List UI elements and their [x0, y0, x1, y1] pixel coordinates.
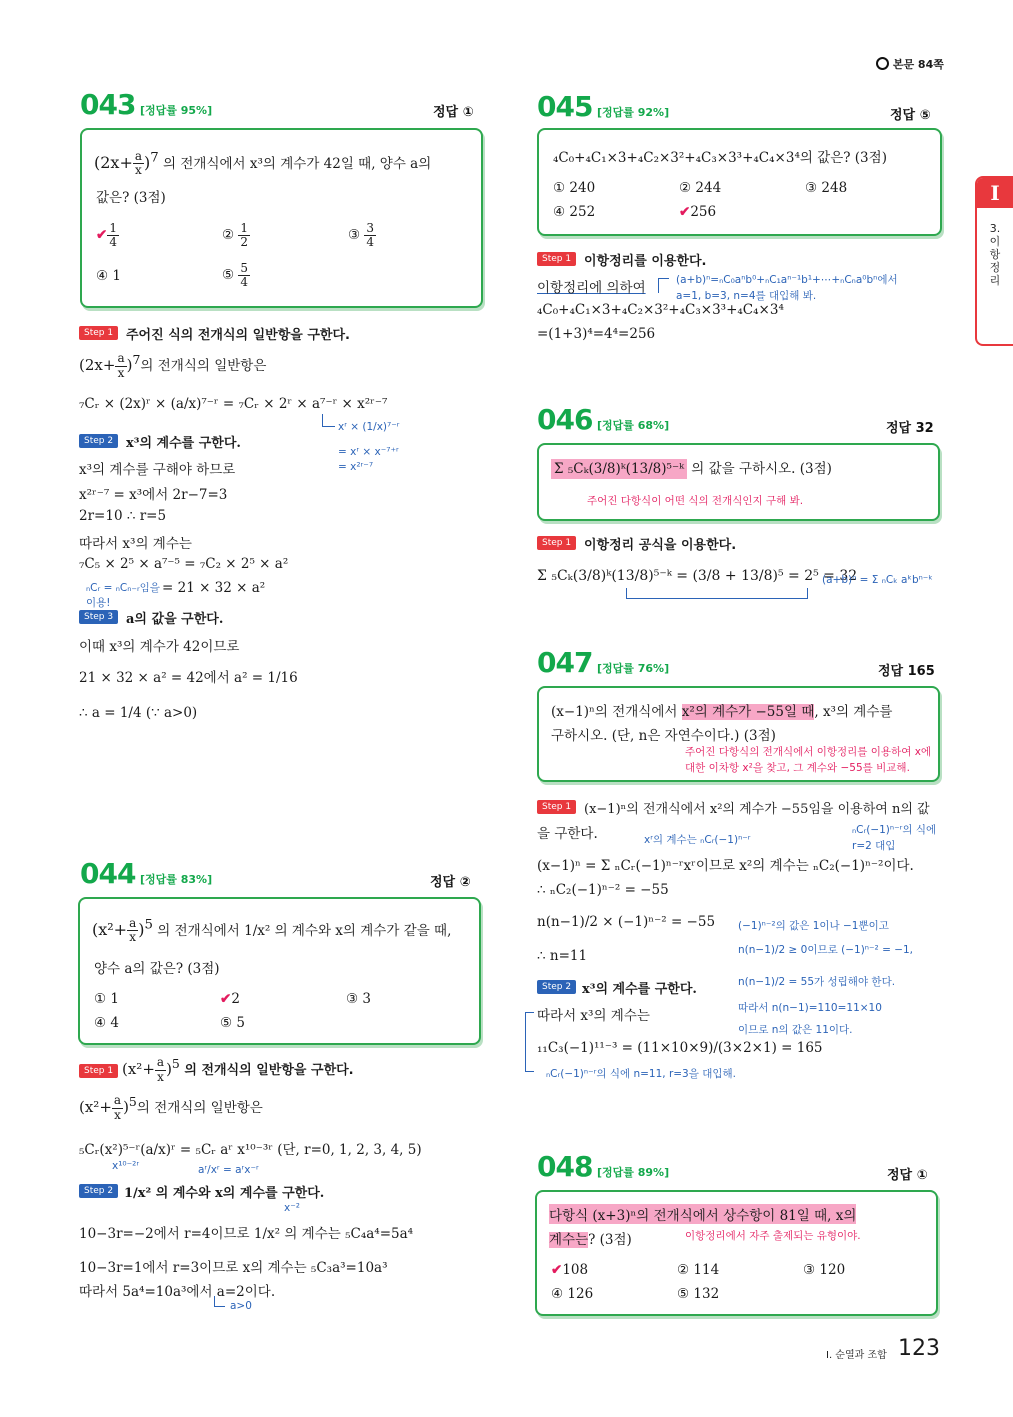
accuracy-rate: [정답률 92%] [597, 106, 670, 119]
solution-line: =(1+3)⁴=4⁴=256 [537, 326, 656, 342]
note-bracket [658, 278, 669, 293]
expression: (2x+ $\frac{a}{x}$ )$^7$ [94, 149, 159, 178]
step-badge: Step 3 [79, 610, 118, 624]
side-note: xʳ의 계수는 ₙCᵣ(−1)ⁿ⁻ʳ [644, 834, 751, 846]
question-note: 주어진 다항식이 어떤 식의 전개식인지 구해 봐. [587, 495, 804, 507]
solution-line: ₁₁C₃(−1)¹¹⁻³ = (11×10×9)/(3×2×1) = 165 [537, 1040, 823, 1056]
solution-line: ₄C₀+₄C₁×3+₄C₂×3²+₄C₃×3³+₄C₄×3⁴ [537, 302, 784, 318]
side-note: xʳ × (1/x)⁷⁻ʳ [338, 421, 400, 433]
solution-line: ∴ ₙC₂(−1)ⁿ⁻² = −55 [537, 882, 669, 898]
answer-label: 정답 165 [878, 664, 935, 679]
solution-line: 따라서 5a⁴=10a³에서 a=2이다. [79, 1284, 276, 1300]
question-box [80, 128, 483, 308]
solution-line: 이항정리에 의하여 [537, 280, 646, 296]
side-note: 이므로 n의 값은 11이다. [738, 1024, 853, 1036]
question-line: (2x+ $\frac{a}{x}$ )$^7$ 의 전개식에서 x³의 계수가 42일 때, 양수 a의 [94, 149, 432, 178]
side-note: n(n−1)/2 ≥ 0이므로 (−1)ⁿ⁻² = −1, [738, 944, 914, 956]
accuracy-rate: [정답률 68%] [597, 419, 670, 432]
side-note: ₙCᵣ(−1)ⁿ⁻ʳ의 식에 n=11, r=3을 대입해. [546, 1068, 736, 1080]
check-icon: ✔ [220, 991, 232, 1007]
side-note: aʳ/xʳ = aʳx⁻ʳ [198, 1164, 259, 1176]
note-bracket [322, 414, 335, 427]
problem-number: 048 [537, 1150, 593, 1183]
side-note: r=2 대입 [852, 840, 896, 852]
solution-line: 따라서 x³의 계수는 [537, 1008, 650, 1024]
option-4[interactable]: ④ 4 [94, 1015, 119, 1031]
page-number: 123 [898, 1336, 940, 1361]
side-note: (−1)ⁿ⁻²의 값은 1이나 −1뿐이고 [738, 920, 889, 932]
problem-number: 045 [537, 90, 593, 123]
solution-line: 10−3r=−2에서 r=4이므로 1/x² 의 계수는 ₅C₄a⁴=5a⁴ [79, 1226, 414, 1242]
step-text: 1/x² 의 계수와 x의 계수를 구한다. [124, 1186, 325, 1201]
question-note: 주어진 다항식의 전개식에서 이항정리를 이용하여 x에 [685, 746, 932, 758]
solution-line: n(n−1)/2 × (−1)ⁿ⁻² = −55 [537, 914, 716, 930]
step-badge: Step 1 [79, 326, 118, 340]
answer-label: 정답 ② [430, 875, 471, 890]
solution-line: 따라서 x³의 계수는 [79, 536, 192, 552]
option-1[interactable]: ✔108 [551, 1262, 589, 1278]
solution-line: Σ ₅Cₖ(3/8)ᵏ(13/8)⁵⁻ᵏ = (3/8 + 13/8)⁵ = 2⁵ = 32 [537, 568, 858, 584]
side-note: x⁻² [284, 1202, 300, 1214]
solution-line: ₇Cᵣ × (2x)ʳ × (a/x)⁷⁻ʳ = ₇Cᵣ × 2ʳ × a⁷⁻ʳ × x²ʳ⁻⁷ [79, 396, 388, 412]
solution-line: ₇C₅ × 2⁵ × a⁷⁻⁵ = ₇C₂ × 2⁵ × a² [79, 556, 289, 572]
question-box [537, 686, 940, 782]
solution-line: (x²+ $\frac{a}{x}$ )$^5$의 전개식의 일반항은 [79, 1093, 263, 1122]
solution-line: 이때 x³의 계수가 42이므로 [79, 639, 240, 655]
side-note: ₙCᵣ(−1)ⁿ⁻ʳ의 식에 [852, 824, 937, 836]
option-4[interactable]: ④ 1 [96, 268, 121, 284]
question-box [78, 897, 481, 1045]
question-box [537, 128, 942, 236]
check-icon: ✔ [679, 204, 691, 220]
check-icon: ✔ [551, 1262, 563, 1278]
answer-label: 정답 ① [433, 105, 474, 120]
question-line: (x²+ $\frac{a}{x}$ )$^5$ 의 전개식에서 1/x² 의 계수와 x의 계수가 같을 때, [92, 916, 452, 945]
accuracy-rate: [정답률 83%] [140, 873, 213, 886]
note-bracket [626, 588, 808, 599]
side-note: a>0 [230, 1300, 252, 1312]
chapter-tab[interactable] [975, 176, 1013, 346]
problem-number: 046 [537, 403, 593, 436]
solution-line: (2x+ $\frac{a}{x}$ )$^7$의 전개식의 일반항은 [79, 351, 267, 380]
solution-line: ∴ a = 1/4 (∵ a>0) [79, 705, 198, 721]
step-badge: Step 1 [537, 536, 576, 550]
source-reference: 본문 84쪽 [876, 56, 944, 72]
option-5[interactable]: ⑤ 5 [220, 1015, 245, 1031]
question-box [535, 1190, 938, 1316]
option-4[interactable]: ④ 252 [553, 204, 596, 220]
option-1[interactable]: ✔ $\frac{1}{4}$ [96, 221, 117, 250]
step-text: x³의 계수를 구한다. [582, 982, 697, 997]
option-2[interactable]: ✔2 [220, 991, 240, 1007]
side-note: = xʳ × x⁻⁷⁺ʳ [338, 446, 399, 458]
problem-number: 043 [80, 88, 136, 121]
option-3[interactable]: ③ $\frac{3}{4}$ [348, 221, 375, 250]
question-line: 양수 a의 값은? (3점) [94, 961, 220, 977]
side-note: x¹⁰⁻²ʳ [112, 1160, 140, 1172]
footer-chapter: Ⅰ. 순열과 조합 [826, 1350, 887, 1361]
problem-number: 044 [80, 857, 136, 890]
step-badge: Step 1 [537, 252, 576, 266]
answer-label: 정답 32 [886, 421, 934, 436]
option-5[interactable]: ⑤ $\frac{5}{4}$ [222, 261, 249, 290]
solution-line: 21 × 32 × a² = 42에서 a² = 1/16 [79, 670, 298, 686]
solution-line: ₅Cᵣ(x²)⁵⁻ʳ(a/x)ʳ = ₅Cᵣ aʳ x¹⁰⁻³ʳ (단, r=0, 1, 2, 3, 4, 5) [79, 1142, 422, 1158]
option-2[interactable]: ② $\frac{1}{2}$ [222, 221, 249, 250]
accuracy-rate: [정답률 76%] [597, 662, 670, 675]
side-note: ₙCᵣ = ₙCₙ₋ᵣ임을 [86, 582, 160, 594]
side-note: n(n−1)/2 = 55가 성립해야 한다. [738, 976, 896, 988]
step-text: 주어진 식의 전개식의 일반항을 구한다. [126, 328, 350, 343]
accuracy-rate: [정답률 95%] [140, 104, 213, 117]
option-1[interactable]: ① 1 [94, 991, 119, 1007]
side-note: (a+b)ⁿ = Σ ₙCₖ aᵏbⁿ⁻ᵏ [822, 574, 933, 586]
step-text: (x²+ $\frac{a}{x}$ )$^5$ 의 전개식의 일반항을 구한다. [122, 1055, 354, 1084]
option-2[interactable]: ② 244 [679, 180, 722, 196]
solution-line: x²ʳ⁻⁷ = x³에서 2r−7=3 [79, 487, 228, 503]
chapter-roman: I [977, 178, 1013, 208]
solution-line: (x−1)ⁿ = Σ ₙCᵣ(−1)ⁿ⁻ʳxʳ이므로 x²의 계수는 ₙC₂(−1)ⁿ⁻²이다. [537, 858, 914, 874]
question-line: 계수는? (3점) [549, 1232, 632, 1248]
solution-line: 을 구한다. [537, 826, 598, 842]
step-badge: Step 2 [537, 980, 576, 994]
note-bracket [525, 1012, 534, 1072]
solution-line: = 21 × 32 × a² [162, 580, 266, 596]
chapter-section-label: 3. 이항정리 [989, 222, 1001, 287]
option-5[interactable]: ✔256 [679, 204, 717, 220]
side-note: 따라서 n(n−1)=110=11×10 [738, 1002, 882, 1014]
question-line: Σ ₅Cₖ(3/8)ᵏ(13/8)⁵⁻ᵏ 의 값을 구하시오. (3점) [551, 457, 832, 477]
side-note: = x²ʳ⁻⁷ [338, 461, 374, 473]
option-3[interactable]: ③ 248 [805, 180, 848, 196]
step-badge: Step 1 [79, 1064, 118, 1078]
solution-line: 2r=10 ∴ r=5 [79, 508, 167, 524]
side-note: 이용! [86, 597, 111, 609]
step-text: 이항정리를 이용한다. [584, 254, 707, 269]
solution-line: ∴ n=11 [537, 948, 588, 964]
step-badge: Step 2 [79, 434, 118, 448]
question-line: (x−1)ⁿ의 전개식에서 x²의 계수가 −55일 때, x³의 계수를 [551, 704, 893, 720]
side-note: a=1, b=3, n=4를 대입해 봐. [676, 290, 817, 302]
circle-icon [876, 57, 889, 70]
option-3[interactable]: ③ 120 [803, 1262, 846, 1278]
option-4[interactable]: ④ 126 [551, 1286, 594, 1302]
question-note: 이항정리에서 자주 출제되는 유형이야. [685, 1230, 861, 1242]
option-2[interactable]: ② 114 [677, 1262, 720, 1278]
answer-label: 정답 ⑤ [890, 108, 931, 123]
option-3[interactable]: ③ 3 [346, 991, 371, 1007]
accuracy-rate: [정답률 89%] [597, 1166, 670, 1179]
question-line: 구하시오. (단, n은 자연수이다.) (3점) [551, 728, 776, 744]
solution-line: x³의 계수를 구해야 하므로 [79, 462, 236, 478]
question-box [537, 443, 940, 521]
option-1[interactable]: ① 240 [553, 180, 596, 196]
step-badge: Step 1 [537, 800, 576, 814]
question-line: 다항식 (x+3)ⁿ의 전개식에서 상수항이 81일 때, x의 [549, 1204, 856, 1224]
step-text: x³의 계수를 구한다. [126, 436, 241, 451]
question-line: 값은? (3점) [96, 190, 166, 206]
problem-number: 047 [537, 646, 593, 679]
side-note: (a+b)ⁿ=ₙC₀aⁿb⁰+ₙC₁aⁿ⁻¹b¹+⋯+ₙCₙa⁰bⁿ에서 [676, 274, 898, 286]
answer-label: 정답 ① [887, 1168, 928, 1183]
step-badge: Step 2 [79, 1184, 118, 1198]
check-icon: ✔ [96, 227, 108, 244]
question-line: ₄C₀+₄C₁×3+₄C₂×3²+₄C₃×3³+₄C₄×3⁴의 값은? (3점) [553, 150, 887, 166]
highlight-condition: x²의 계수가 −55일 때 [681, 704, 815, 720]
note-bracket [214, 1296, 225, 1307]
step-text: a의 값을 구한다. [126, 612, 224, 627]
solution-line: 10−3r=1에서 r=3이므로 x의 계수는 ₅C₃a³=10a³ [79, 1260, 388, 1276]
step-text: (x−1)ⁿ의 전개식에서 x²의 계수가 −55임을 이용하여 n의 값 [584, 802, 930, 817]
option-5[interactable]: ⑤ 132 [677, 1286, 720, 1302]
question-note: 대한 이차항 x²을 찾고, 그 계수와 −55를 비교해. [685, 762, 910, 774]
step-text: 이항정리 공식을 이용한다. [584, 538, 737, 553]
highlight-expression: Σ ₅Cₖ(3/8)ᵏ(13/8)⁵⁻ᵏ [551, 459, 687, 479]
